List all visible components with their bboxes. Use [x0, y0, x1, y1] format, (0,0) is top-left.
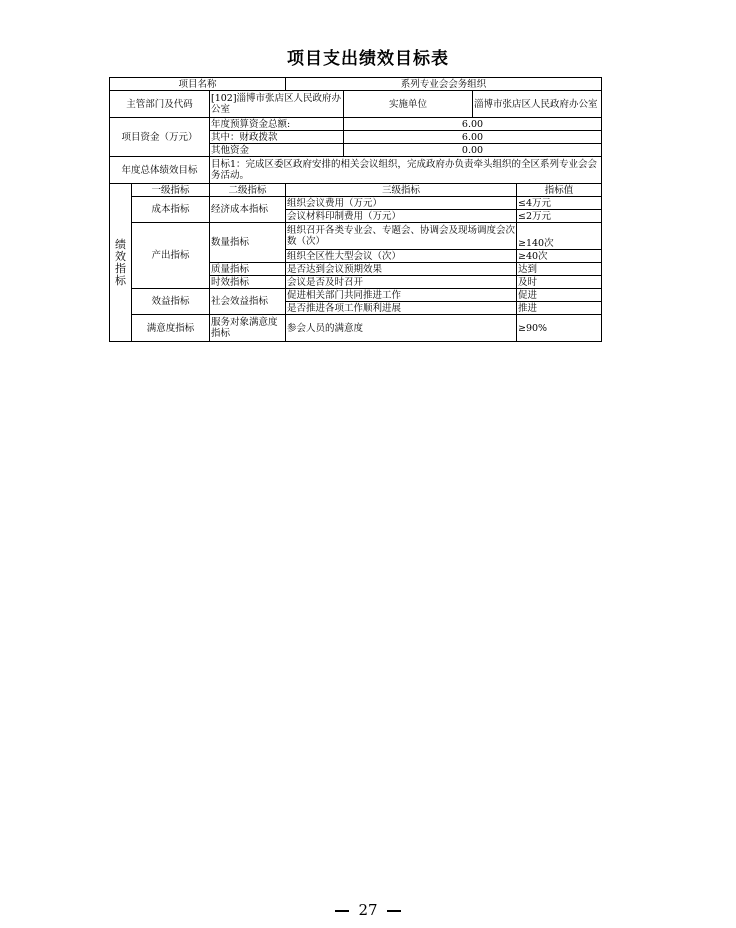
- level2-quality: 质量指标: [210, 263, 286, 276]
- level1-benefit: 效益指标: [132, 289, 210, 315]
- funds-other-value: 0.00: [344, 144, 602, 157]
- page-number: 27: [358, 901, 378, 919]
- level3-cell: 是否推进各项工作顺利进展: [286, 302, 517, 315]
- value-cell: ≤4万元: [517, 197, 602, 210]
- funds-total-value: 6.00: [344, 118, 602, 131]
- level2-quantity: 数量指标: [210, 223, 286, 263]
- goal-label: 年度总体绩效目标: [110, 157, 210, 184]
- level3-cell: 会议是否及时召开: [286, 276, 517, 289]
- level2-economic-cost: 经济成本指标: [210, 197, 286, 223]
- indicators-label: [110, 184, 132, 342]
- funds-fiscal-label: 其中：财政拨款: [210, 131, 344, 144]
- value-cell: ≥140次: [517, 223, 602, 250]
- level3-cell: 会议材料印制费用（万元）: [286, 210, 517, 223]
- footer-dash-left: [335, 910, 349, 912]
- indicators-label-text: 绩效指标: [115, 237, 126, 287]
- level3-cell: 参会人员的满意度: [286, 315, 517, 342]
- level1-cost: 成本指标: [132, 197, 210, 223]
- project-name-value: 系列专业会会务组织: [286, 78, 602, 91]
- page-title: 项目支出绩效目标表: [287, 49, 449, 69]
- value-cell: ≥90%: [517, 315, 602, 342]
- level3-cell: 促进相关部门共同推进工作: [286, 289, 517, 302]
- level3-cell: 是否达到会议预期效果: [286, 263, 517, 276]
- funds-other-label: 其他资金: [210, 144, 344, 157]
- header-level3: 三级指标: [286, 184, 517, 197]
- level1-output: 产出指标: [132, 223, 210, 289]
- header-value: 指标值: [517, 184, 602, 197]
- funds-total-label: 年度预算资金总额:: [210, 118, 344, 131]
- impl-unit-label: 实施单位: [344, 91, 473, 118]
- value-cell: ≤2万元: [517, 210, 602, 223]
- performance-table: [109, 77, 602, 342]
- dept-value: [102]淄博市张店区人民政府办公室: [210, 91, 344, 118]
- goal-text: 目标1：完成区委区政府安排的相关会议组织，完成政府办负责牵头组织的全区系列专业会会务活动。: [210, 157, 602, 184]
- level3-cell: 组织召开各类专业会、专题会、协调会及现场调度会次数（次）: [286, 223, 517, 250]
- dept-label: 主管部门及代码: [110, 91, 210, 118]
- impl-unit-value: 淄博市张店区人民政府办公室: [473, 91, 602, 118]
- header-level2: 二级指标: [210, 184, 286, 197]
- level2-timeliness: 时效指标: [210, 276, 286, 289]
- value-cell: 达到: [517, 263, 602, 276]
- level3-cell: 组织会议费用（万元）: [286, 197, 517, 210]
- level3-cell: 组织全区性大型会议（次）: [286, 250, 517, 263]
- value-cell: ≥40次: [517, 250, 602, 263]
- value-cell: 及时: [517, 276, 602, 289]
- funds-fiscal-value: 6.00: [344, 131, 602, 144]
- project-name-label: 项目名称: [110, 78, 286, 91]
- value-cell: 促进: [517, 289, 602, 302]
- funds-label: 项目资金（万元）: [110, 118, 210, 157]
- level2-social-benefit: 社会效益指标: [210, 289, 286, 315]
- page-footer: [0, 901, 736, 919]
- level1-satisfaction: 满意度指标: [132, 315, 210, 342]
- value-cell: 推进: [517, 302, 602, 315]
- level2-service-satisfaction: 服务对象满意度指标: [210, 315, 286, 342]
- header-level1: 一级指标: [132, 184, 210, 197]
- footer-dash-right: [387, 910, 401, 912]
